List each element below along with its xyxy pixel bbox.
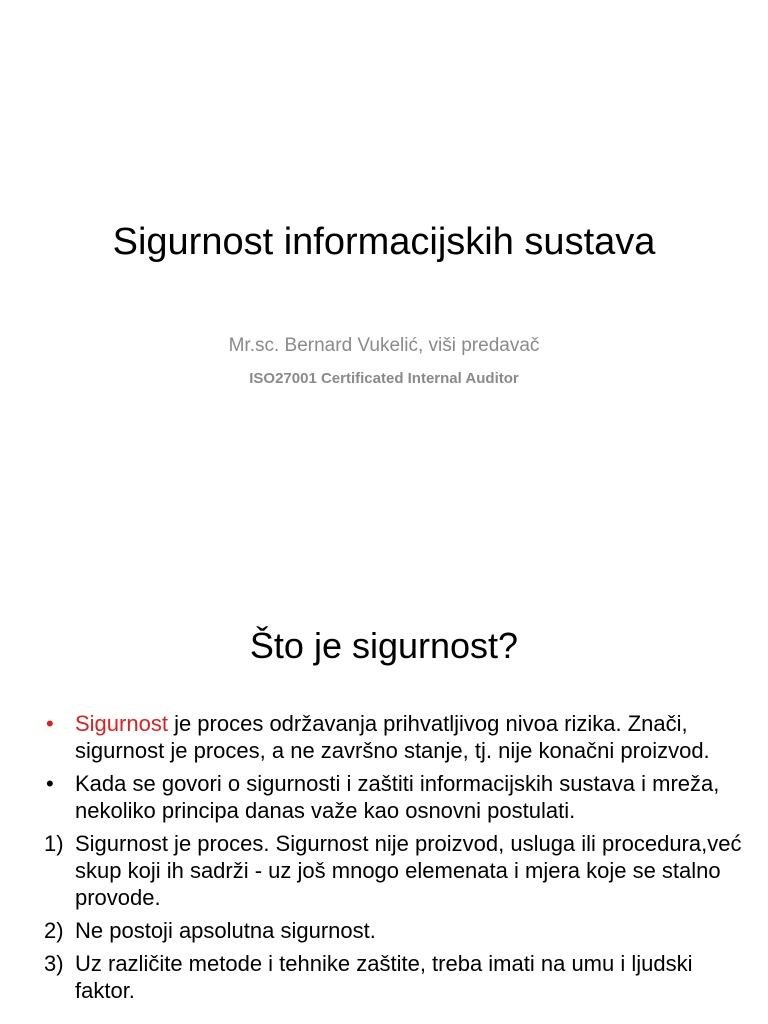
content-slide <box>0 576 768 1024</box>
list-item <box>44 770 744 824</box>
slide-title: Što je sigurnost? <box>249 625 519 666</box>
author-line: Mr.sc. Bernard Vukelić, viši predavač <box>228 335 540 356</box>
number-marker: 1) <box>44 831 64 856</box>
list-item <box>44 830 744 911</box>
credential-line: ISO27001 Certificated Internal Auditor <box>249 370 519 387</box>
list-item <box>44 710 744 764</box>
slide-body <box>44 710 744 1010</box>
number-marker: 3) <box>44 951 64 976</box>
list-item-text: Sigurnost je proces. Sigurnost nije proizvod, usluga ili procedura,već skup koji ih sadrži - uz još mnogo elemenata i mjera koje se stalno provode. <box>75 831 742 910</box>
list-item <box>44 950 744 1004</box>
bullet-marker: • <box>46 711 54 736</box>
list-item-text: Kada se govori o sigurnosti i zaštiti informacijskih sustava i mreža, nekoliko principa danas važe kao osnovni postulati. <box>75 771 720 823</box>
highlight-term: Sigurnost <box>75 711 168 736</box>
list-item-text: Uz različite metode i tehnike zaštite, treba imati na umu i ljudski faktor. <box>75 951 693 1003</box>
list-item-text: je proces održavanja prihvatljivog nivoa rizika. Znači, sigurnost je proces, a ne završno stanje, tj. nije konačni proizvod. <box>75 711 710 763</box>
bullet-marker: • <box>46 771 54 796</box>
presentation-title: Sigurnost informacijskih sustava <box>112 221 656 263</box>
number-marker: 2) <box>44 918 64 943</box>
list-item <box>44 917 744 944</box>
list-item-text: Ne postoji apsolutna sigurnost. <box>75 918 376 943</box>
